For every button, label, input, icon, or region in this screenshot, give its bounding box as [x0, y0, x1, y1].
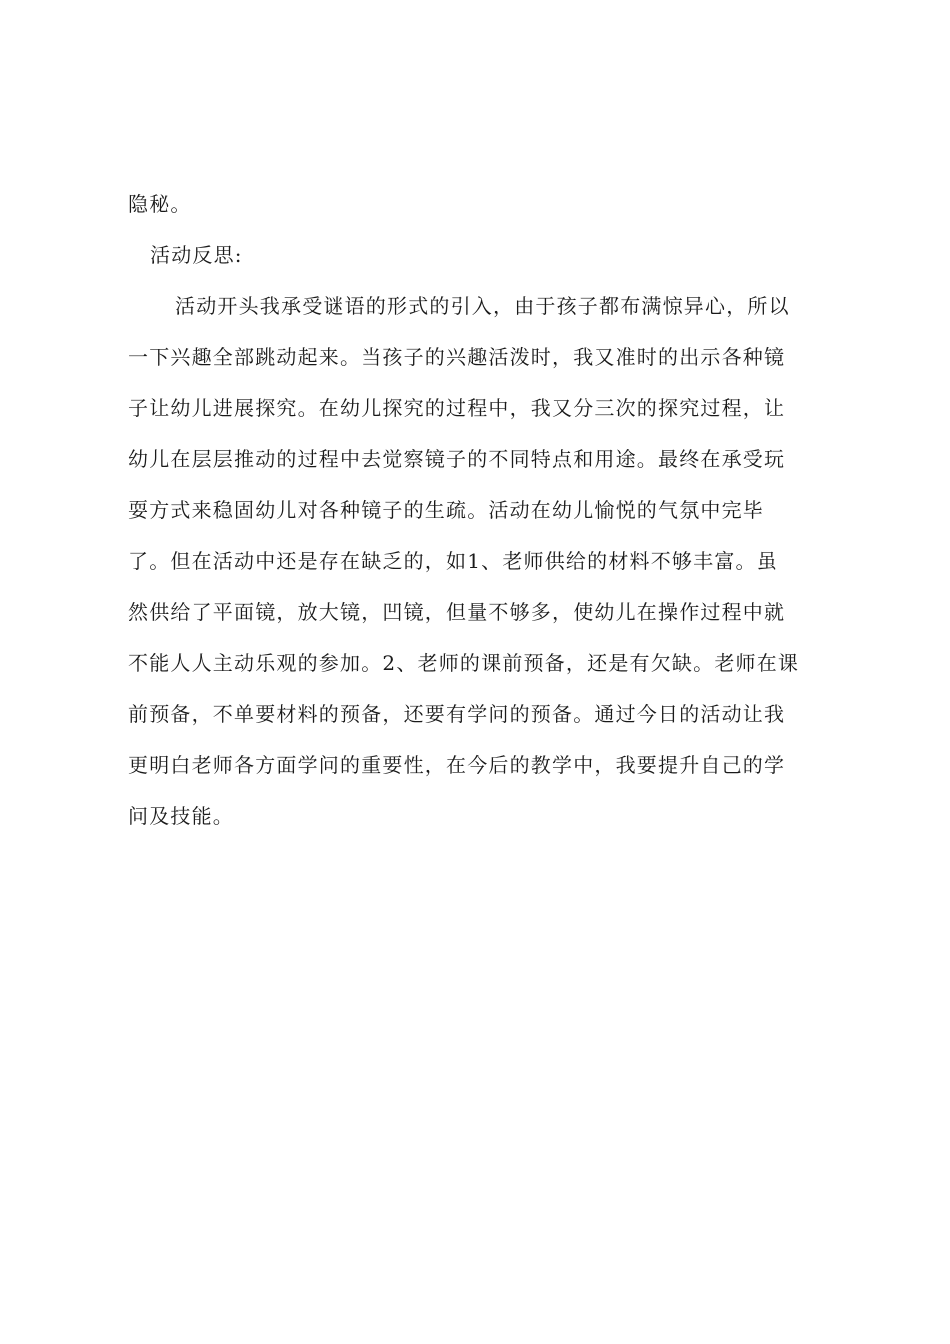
section-heading: 活动反思:	[150, 243, 243, 267]
paragraph-line: 更明白老师各方面学问的重要性，在今后的教学中，我要提升自己的学	[128, 753, 786, 777]
paragraph-line: 一下兴趣全部跳动起来。当孩子的兴趣活泼时，我又准时的出示各种镜	[128, 345, 786, 369]
text-fragment: 隐秘。	[128, 192, 192, 216]
paragraph-line: 然供给了平面镜，放大镜，凹镜，但量不够多，使幼儿在操作过程中就	[128, 600, 786, 624]
paragraph-line: 问及技能。	[128, 804, 234, 828]
paragraph-line: 子让幼儿进展探究。在幼儿探究的过程中，我又分三次的探究过程，让	[128, 396, 786, 420]
paragraph-line: 活动开头我承受谜语的形式的引入，由于孩子都布满惊异心，所以	[175, 294, 790, 318]
paragraph-line: 不能人人主动乐观的参加。2、老师的课前预备，还是有欠缺。老师在课	[128, 651, 800, 675]
paragraph-line: 幼儿在层层推动的过程中去觉察镜子的不同特点和用途。最终在承受玩	[128, 447, 786, 471]
paragraph-line: 前预备，不单要材料的预备，还要有学问的预备。通过今日的活动让我	[128, 702, 786, 726]
paragraph-line: 耍方式来稳固幼儿对各种镜子的生疏。活动在幼儿愉悦的气氛中完毕	[128, 498, 764, 522]
paragraph-line: 了。但在活动中还是存在缺乏的，如1、老师供给的材料不够丰富。虽	[128, 549, 778, 573]
